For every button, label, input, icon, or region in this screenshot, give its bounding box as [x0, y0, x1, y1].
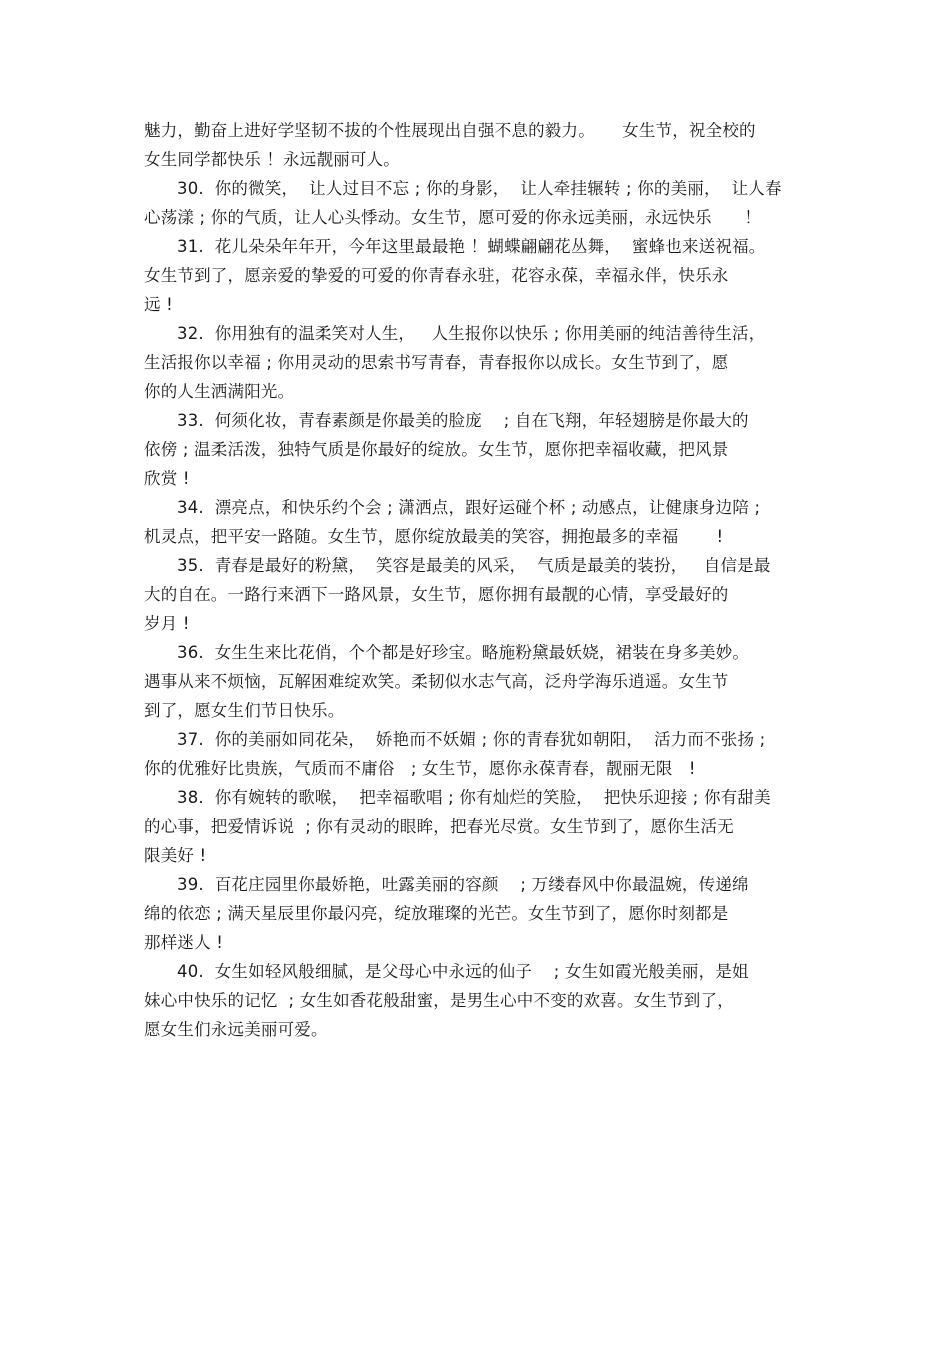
text-line: 生活报你以幸福 ; 你用灵动的思索书写青春，青春报你以成长。女生节到了，愿 — [144, 353, 729, 372]
text-line: 遇事从来不烦恼，瓦解困难绽欢笑。柔韧似水志气高，泛舟学海乐逍遥。女生节 — [144, 672, 729, 691]
text-line: 魅力，勤奋上进好学坚韧不拔的个性展现出自强不息的毅力。 女生节，祝全校的 — [144, 121, 756, 140]
text-line: 的心事，把爱情诉说 ; 你有灵动的眼眸，把春光尽赏。女生节到了，愿你生活无 — [144, 817, 734, 836]
text-line: 远 ! — [144, 295, 173, 314]
text-line: 依傍 ; 温柔活泼，独特气质是你最好的绽放。女生节，愿你把幸福收藏，把风景 — [144, 440, 729, 459]
paragraph-37: 37. 你的美丽如同花朵， 娇艳而不妖媚 ; 你的青春犹如朝阳， 活力而不张扬 ; — [177, 730, 766, 749]
text-line: 愿女生们永远美丽可爱。 — [144, 1020, 328, 1039]
text-line: 心荡漾 ; 你的气质，让人心头悸动。女生节，愿可爱的你永远美丽，永远快乐 ！ — [144, 208, 762, 227]
text-line: 女生同学都快乐 ！永远靓丽可人。 — [144, 150, 400, 169]
paragraph-33: 33. 何须化妆，青春素颜是你最美的脸庞 ; 自在飞翔，年轻翅膀是你最大的 — [177, 411, 749, 430]
paragraph-40: 40. 女生如轻风般细腻，是父母心中永远的仙子 ; 女生如霞光般美丽，是姐 — [177, 962, 749, 981]
paragraph-30: 30. 你的微笑， 让人过目不忘 ; 你的身影， 让人牵挂辗转 ; 你的美丽， 让人春 — [177, 179, 782, 198]
text-line: 岁月 ! — [144, 614, 190, 633]
paragraph-31: 31. 花儿朵朵年年开，今年这里最最艳 ！蝴蝶翩翩花丛舞， 蜜蜂也来送祝福。 — [177, 237, 766, 256]
text-line: 女生节到了，愿亲爱的挚爱的可爱的你青春永驻，花容永葆，幸福永伴，快乐永 — [144, 266, 729, 285]
text-line: 到了，愿女生们节日快乐。 — [144, 701, 345, 720]
text-line: 绵的依恋 ; 满天星辰里你最闪亮，绽放璀璨的光芒。女生节到了，愿你时刻都是 — [144, 904, 729, 923]
paragraph-34: 34. 漂亮点，和快乐约个会 ; 潇洒点，跟好运碰个杯 ; 动感点，让健康身边陪 ; — [177, 498, 761, 517]
text-line: 机灵点，把平安一路随。女生节，愿你绽放最美的笑容，拥抱最多的幸福 ! — [144, 527, 724, 546]
text-line: 妹心中快乐的记忆 ; 女生如香花般甜蜜，是男生心中不变的欢喜。女生节到了， — [144, 991, 734, 1010]
paragraph-38: 38. 你有婉转的歌喉， 把幸福歌唱 ; 你有灿烂的笑脸， 把快乐迎接 ; 你有甜美 — [177, 788, 771, 807]
text-line: 那样迷人 ! — [144, 933, 224, 952]
paragraph-35: 35. 青春是最好的粉黛， 笑容是最美的风采， 气质是最美的装扮， 自信是最 — [177, 556, 771, 575]
paragraph-39: 39. 百花庄园里你最娇艳，吐露美丽的容颜 ; 万缕春风中你最温婉，传递绵 — [177, 875, 749, 894]
text-line: 欣赏 ! — [144, 469, 190, 488]
text-line: 你的优雅好比贵族，气质而不庸俗 ; 女生节，愿你永葆青春，靓丽无限 ! — [144, 759, 696, 778]
text-line: 你的人生洒满阳光。 — [144, 382, 295, 401]
paragraph-32: 32. 你用独有的温柔笑对人生， 人生报你以快乐 ; 你用美丽的纯洁善待生活， — [177, 324, 766, 343]
text-line: 限美好 ! — [144, 846, 207, 865]
document-body — [144, 116, 814, 1044]
paragraph-36: 36. 女生生来比花俏，个个都是好珍宝。略施粉黛最妖娆，裙装在身多美妙。 — [177, 643, 750, 662]
text-line: 大的自在。一路行来洒下一路风景，女生节，愿你拥有最靓的心情，享受最好的 — [144, 585, 729, 604]
